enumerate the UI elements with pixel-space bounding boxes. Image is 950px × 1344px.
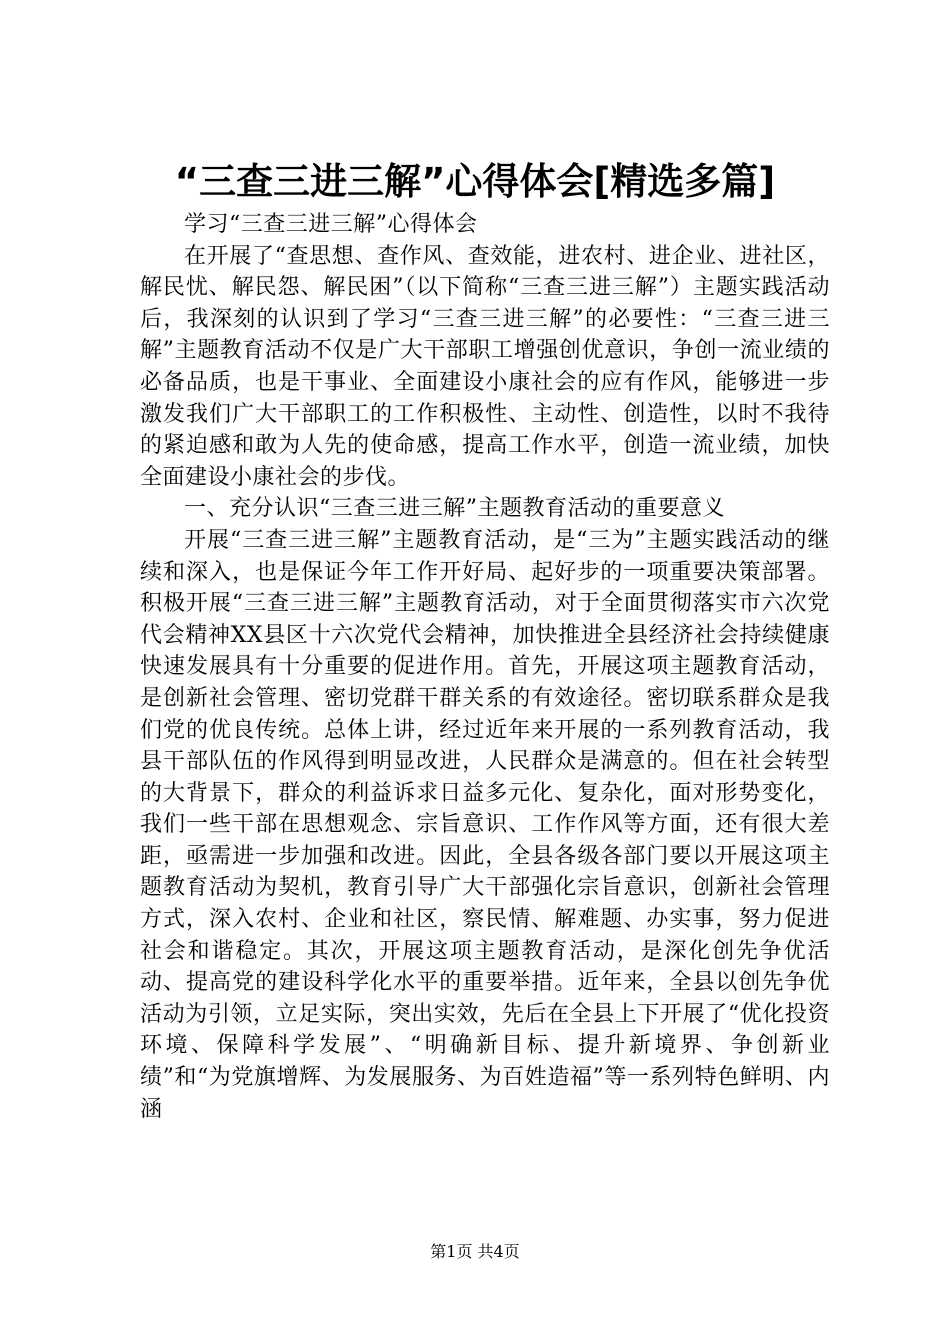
document-title: “三查三进三解”心得体会[精选多篇] <box>174 160 776 203</box>
paragraph-intro: 在开展了“查思想、查作风、查效能，进农村、进企业、进社区，解民忧、解民怨、解民困”（以下简称“三查三进三解”）主题实践活动后，我深刻的认识到了学习“三查三进三解”的必要性：“三查三进三解”主题教育活动不仅是广大干部职工增强创优意识，争创一流业绩的必备品质，也是干事业、全面建设小康社会的应有作风，能够进一步激发我们广大干部职工的工作积极性、主动性、创造性，以时不我待的紧迫感和敢为人先的使命感，提高工作水平，创造一流业绩，加快全面建设小康社会的步伐。 <box>140 243 830 490</box>
section-heading: 一、充分认识“三查三进三解”主题教育活动的重要意义 <box>184 496 725 522</box>
page-footer: 第1页 共4页 <box>430 1242 520 1261</box>
paragraph-section-body: 开展“三查三进三解”主题教育活动，是“三为”主题实践活动的继续和深入，也是保证今年工作开好局、起好步的一项重要决策部署。积极开展“三查三进三解”主题教育活动，对于全面贯彻落实市六次党代会精神XX县区十六次党代会精神，加快推进全县经济社会持续健康快速发展具有十分重要的促进作用。首先，开展这项主题教育活动，是创新社会管理、密切党群干群关系的有效途径。密切联系群众是我们党的优良传统。总体上讲，经过近年来开展的一系列教育活动，我县干部队伍的作风得到明显改进，人民群众是满意的。但在社会转型的大背景下，群众的利益诉求日益多元化、复杂化，面对形势变化，我们一些干部在思想观念、宗旨意识、工作作风等方面，还有很大差距，亟需进一步加强和改进。因此，全县各级各部门要以开展这项主题教育活动为契机，教育引导广大干部强化宗旨意识，创新社会管理方式，深入农村、企业和社区，察民情、解难题、办实事，努力促进社会和谐稳定。其次，开展这项主题教育活动，是深化创先争优活动、提高党的建设科学化水平的重要举措。近年来，全县以创先争优活动为引领，立足实际，突出实效，先后在全县上下开展了“优化投资环境、保障科学发展”、“明确新目标、提升新境界、争创新业绩”和“为党旗增辉、为发展服务、为百姓造福”等一系列特色鲜明、内涵 <box>140 527 830 1122</box>
paragraph-subtitle: 学习“三查三进三解”心得体会 <box>184 212 478 237</box>
document-body <box>140 209 830 1125</box>
